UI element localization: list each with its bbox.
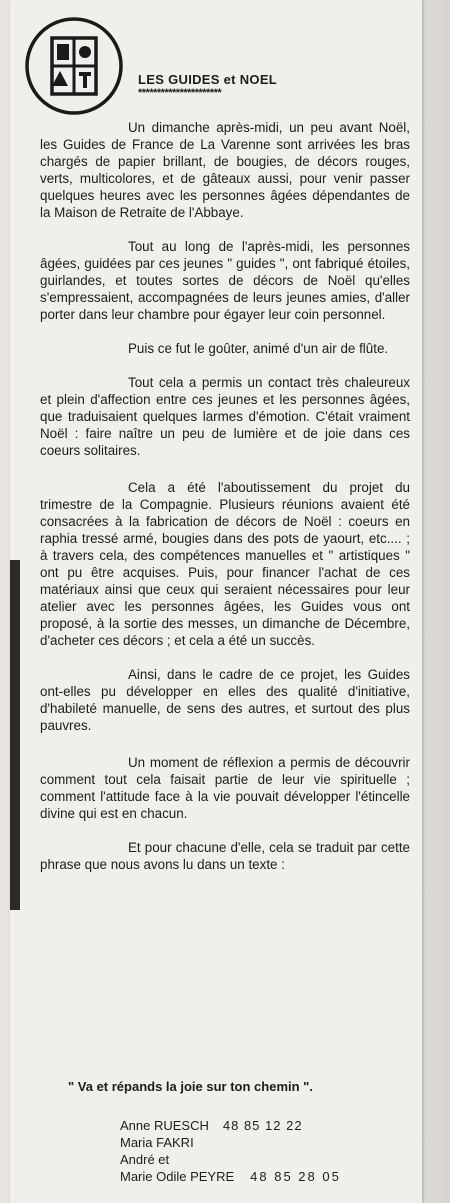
paragraph: Un moment de réflexion a permis de découvrir comment tout cela faisait partie de leur vie spirituelle ; comment l'attitude face à la vie pouvait développer l'étincelle divine qui est en chacun. (40, 755, 410, 821)
quote: " Va et répands la joie sur ton chemin ". (68, 1079, 313, 1094)
paragraph: Tout au long de l'après-midi, les personnes âgées, guidées par ces jeunes " guides ", ont fabriqué étoiles, guirlandes, et toutes sortes de décors de Noël qu'elles s'empressaient, accompagnées de leurs jeunes amies, d'aller porter dans leur chambre pour égayer leur coin personnel. (40, 239, 410, 322)
signer-name: Marie Odile PEYRE (120, 1169, 235, 1184)
title-star-rule: ********************** (138, 87, 222, 99)
signer-name: André et (120, 1152, 170, 1167)
signature-block (120, 1117, 341, 1185)
paragraph: Cela a été l'aboutissement du projet du trimestre de la Compagnie. Plusieurs réunions avaient été consacrées à la fabrication de décors de Noël : coeurs en raphia tressé armé, bougies dans des pots de yaourt, etc.... ; à travers cela, des compétences manuelles et " artistiques " ont pu être acquises. Puis, pour financer l'achat de ces matériaux ainsi que ceux qui seraient nécessaires pour leur atelier avec les personnes âgées, les Guides vous ont proposé, à la sortie des messes, un dimanche de Décembre, d'acheter ces décors ; et cela a été un succès. (40, 480, 410, 648)
signer-phone: 48 85 12 22 (222, 1118, 303, 1133)
paragraph: Ainsi, dans le cadre de ce projet, les Guides ont-elles pu développer en elles des qualité d'initiative, d'habileté manuelle, de sens des autres, et surtout des plus pauvres. (40, 667, 410, 733)
signer-name: Anne RUESCH (120, 1118, 209, 1133)
article-title: LES GUIDES et NOEL (138, 72, 278, 87)
adjacent-page-edge (420, 0, 450, 1203)
paragraph: Et pour chacune d'elle, cela se traduit par cette phrase que nous avons lu dans un texte : (40, 840, 410, 872)
guides-de-france-logo (24, 16, 124, 116)
paragraph: Puis ce fut le goûter, animé d'un air de flûte. (128, 341, 389, 356)
signer (120, 1117, 341, 1134)
signer-phone: 48 85 28 05 (250, 1169, 341, 1184)
signer (120, 1134, 341, 1151)
paragraph: Un dimanche après-midi, un peu avant Noël, les Guides de France de La Varenne sont arrivées les bras chargés de papier brillant, de bougies, de décors rouges, verts, multicolores, et de gâteaux aussi, pour venir passer quelques heures avec les personnes âgées dépendantes de la Maison de Retraite de l'Abbaye. (40, 120, 410, 220)
article-body (40, 119, 410, 890)
newsletter-page (10, 0, 422, 1203)
signer-name: Maria FAKRI (120, 1135, 194, 1150)
paragraph: Tout cela a permis un contact très chaleureux et plein d'affection entre ces jeunes et les personnes âgées, que traduisaient quelques larmes d'émotion. C'était vraiment Noël : faire naître un peu de lumière et de joie dans ces coeurs solitaires. (40, 375, 410, 458)
signer (120, 1151, 341, 1168)
dark-page-edge (10, 560, 20, 910)
signer (120, 1168, 341, 1185)
